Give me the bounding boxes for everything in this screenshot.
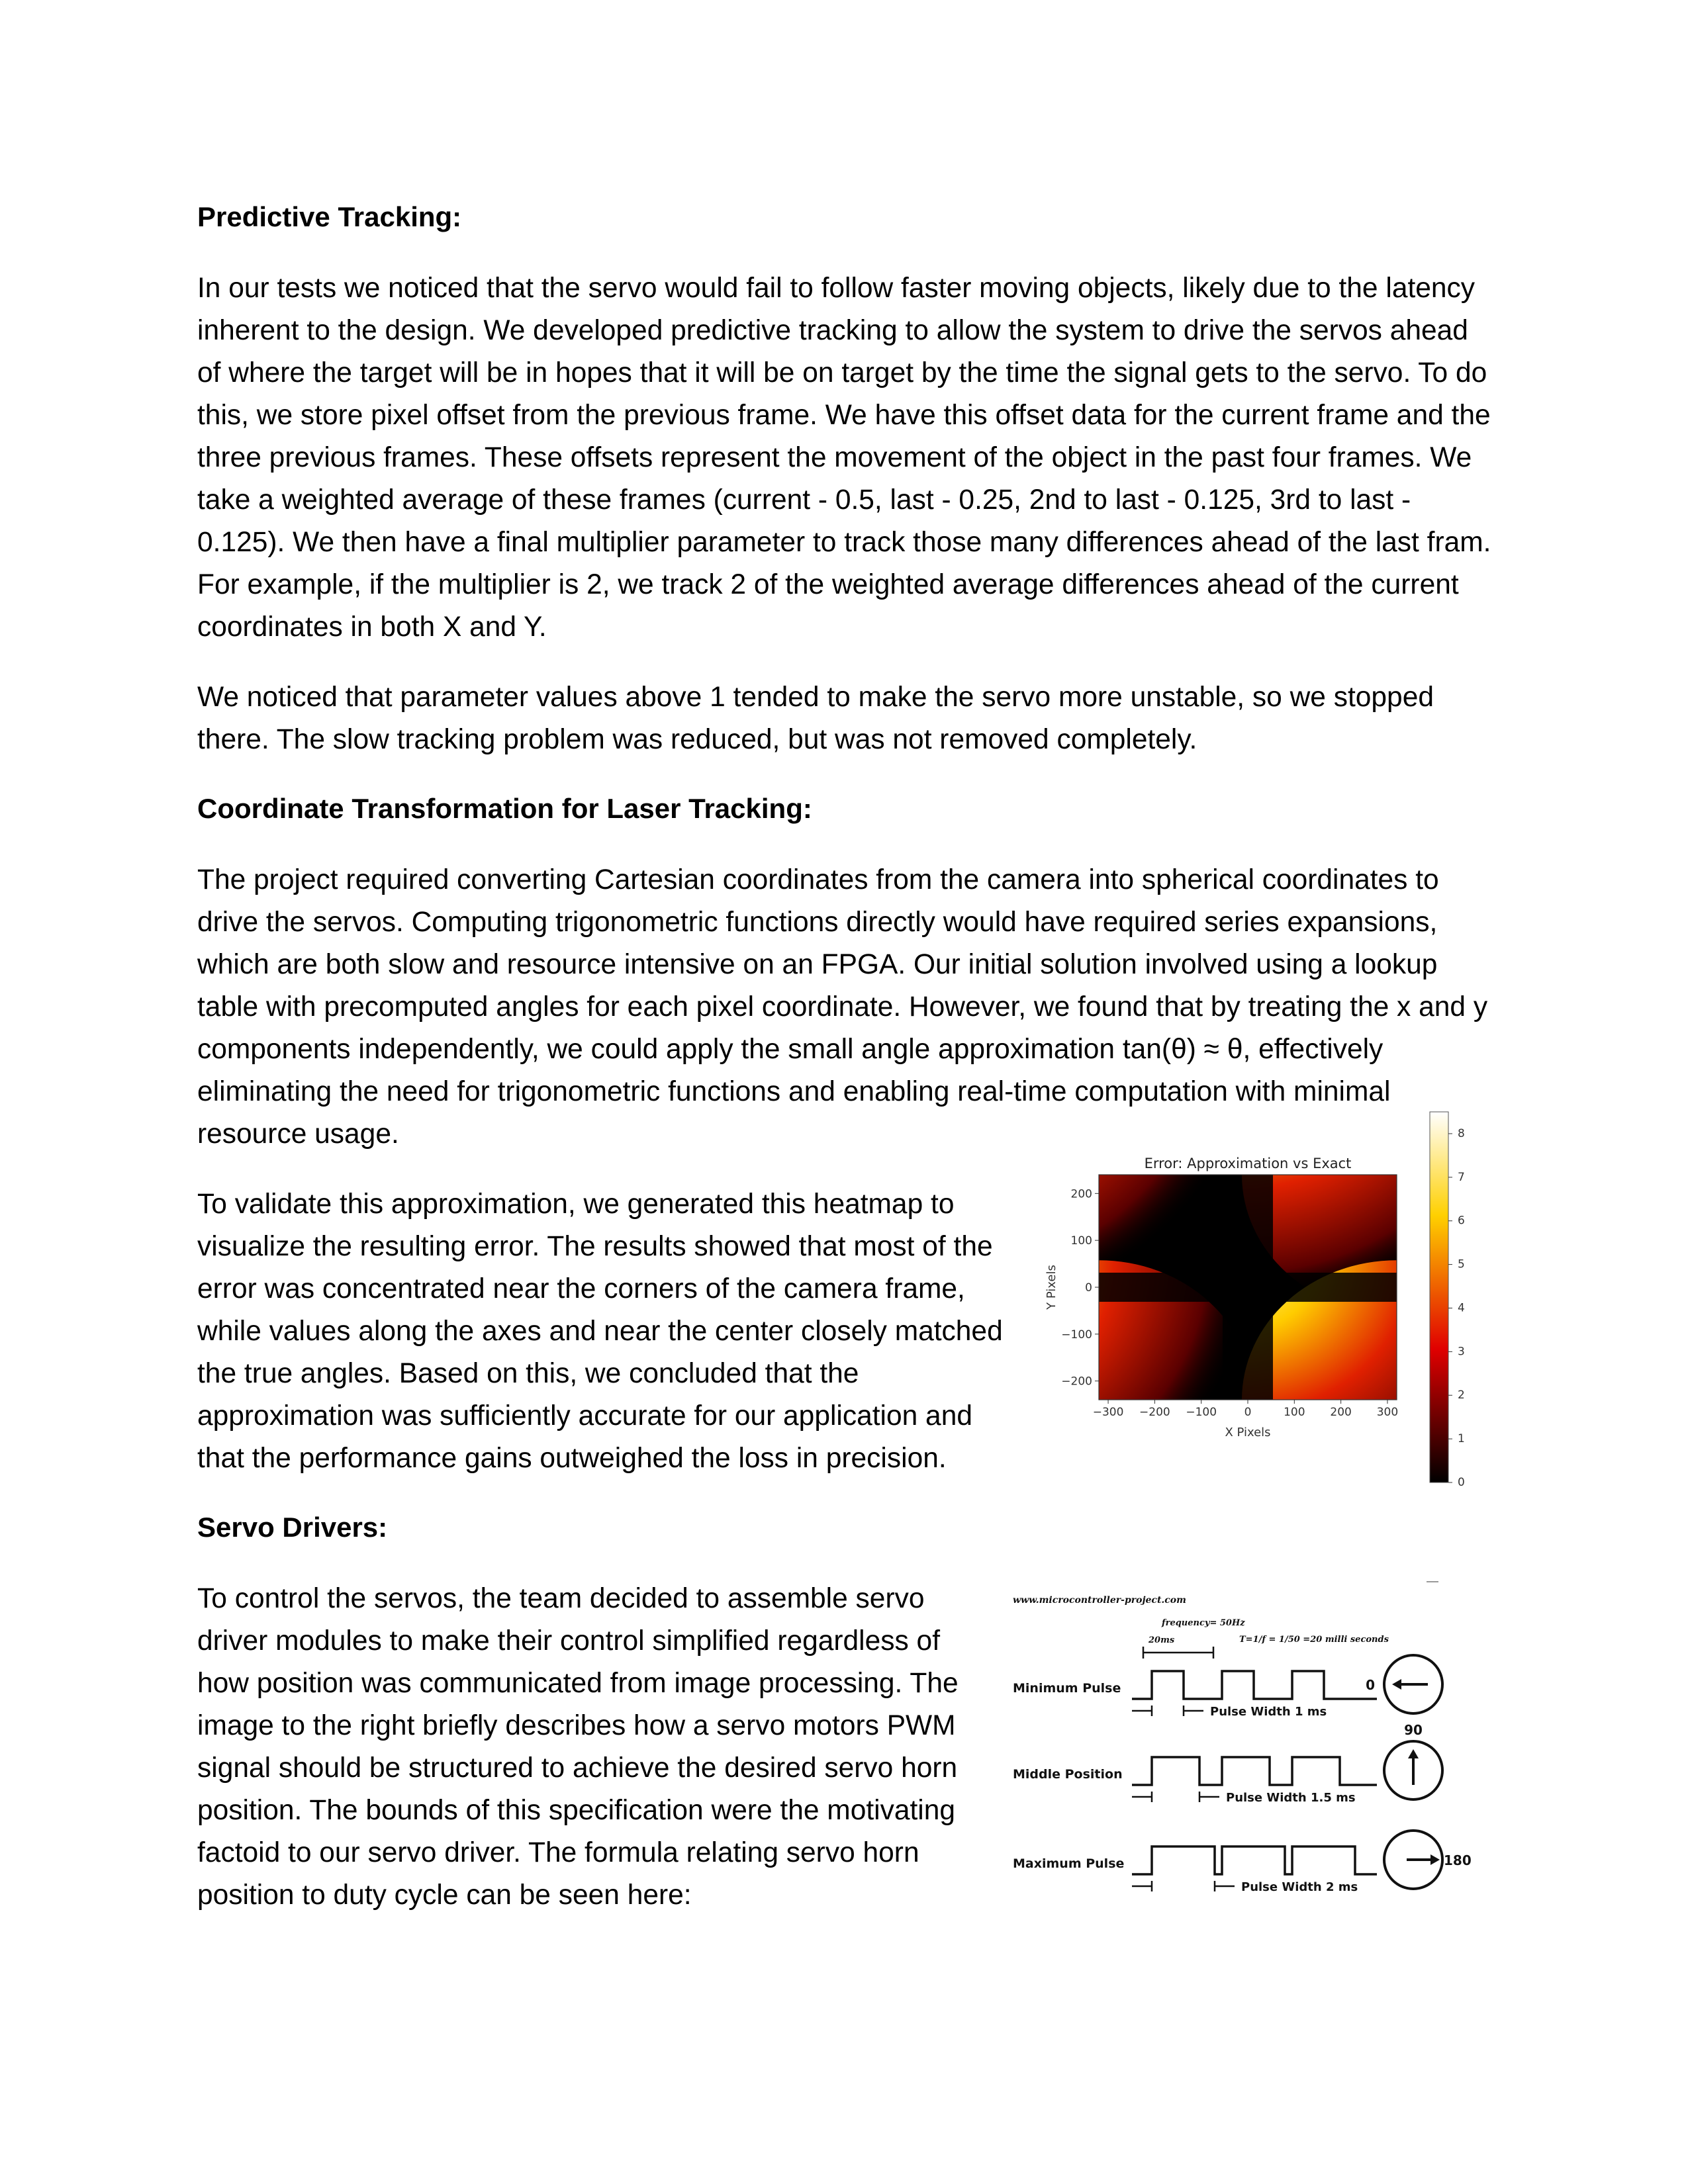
pwm-row <box>1013 1831 1472 1894</box>
x-tick-label: 200 <box>1330 1406 1352 1419</box>
servo-angle-label: 90 <box>1404 1722 1423 1738</box>
colorbar-tick-label: 8 <box>1458 1126 1465 1140</box>
x-tick-label: 300 <box>1376 1406 1399 1419</box>
paragraph-predictive-1: In our tests we noticed that the servo would fail to follow faster moving objects, likely due to the latency inherent to the design. We developed predictive tracking to allow the system to drive the servos ahead of where the target will be in hopes that it will be on target by the time the signal gets to the servo. To do this, we store pixel offset from the previous frame. We have this offset data for the current frame and the three previous frames. These offsets represent the movement of the object in the past four frames. We take a weighted average of these frames (current - 0.5, last - 0.25, 2nd to last - 0.125, 3rd to last - 0.125). We then have a final multiplier parameter to track those many differences ahead of the last fram. For example, if the multiplier is 2, we track 2 of the weighted average differences ahead of the current coordinates in both X and Y. <box>197 273 1491 643</box>
pwm-waveform <box>1132 1757 1377 1785</box>
colorbar-tick-label: 7 <box>1458 1170 1465 1184</box>
y-tick-label: −200 <box>1061 1375 1092 1388</box>
period-formula: T=1/f = 1/50 =20 milli seconds <box>1239 1635 1389 1645</box>
paragraph-coordinate-1: The project required converting Cartesian coordinates from the camera into spherical coordinates to drive the servos. Computing trigonometric functions directly would have required series expansions, which are both slow and resource intensive on an FPGA. Our initial solution involved using a lookup table with precomputed angles for each pixel coordinate. However, we found that by treating the x and y components independently, we could apply the small angle approximation tan(θ) ≈ θ, effectively eliminating the need for trigonometric functions and enabling real-time computation with minimal resource usage. <box>197 864 1488 1150</box>
x-axis-label: X Pixels <box>1225 1426 1271 1439</box>
colorbar <box>1430 1112 1448 1482</box>
x-tick-label: 0 <box>1244 1406 1252 1419</box>
servo-angle-label: 180 <box>1444 1852 1472 1868</box>
pulse-width-label: Pulse Width 1 ms <box>1210 1705 1327 1719</box>
pwm-row-label: Minimum Pulse <box>1013 1681 1121 1696</box>
x-tick-label: 100 <box>1284 1406 1305 1419</box>
colorbar-tick-label: 5 <box>1458 1257 1465 1271</box>
colorbar-tick-label: 3 <box>1458 1345 1465 1359</box>
x-tick-label: −300 <box>1092 1406 1124 1419</box>
period-label: 20ms <box>1149 1635 1175 1645</box>
colorbar-tick-label: 2 <box>1458 1388 1465 1402</box>
y-axis-label: Y Pixels <box>1045 1265 1058 1310</box>
x-tick-label: −100 <box>1186 1406 1217 1419</box>
y-tick-label: 0 <box>1085 1281 1092 1295</box>
y-tick-label: −100 <box>1061 1328 1092 1342</box>
pwm-row <box>1013 1655 1442 1719</box>
pwm-row-label: Middle Position <box>1013 1767 1123 1782</box>
heatmap-zero-band-y <box>1099 1273 1397 1302</box>
error-heatmap-figure <box>1026 1105 1476 1502</box>
frequency-label: frequency= 50Hz <box>1162 1618 1245 1628</box>
servo-pwm-diagram <box>1003 1575 1479 1919</box>
y-tick-label: 200 <box>1070 1187 1092 1201</box>
pwm-waveform <box>1132 1671 1377 1699</box>
source-url: www.microcontroller-project.com <box>1013 1595 1186 1606</box>
heading-servo-drivers: Servo Drivers: <box>197 1512 388 1543</box>
pwm-waveform <box>1132 1846 1377 1874</box>
colorbar-tick-label: 1 <box>1458 1432 1465 1446</box>
colorbar-tick-label: 4 <box>1458 1301 1465 1315</box>
paragraph-predictive-2: We noticed that parameter values above 1 tended to make the servo more unstable, so we stopped there. The slow tracking problem was reduced, but was not removed completely. <box>197 682 1434 755</box>
colorbar-tick-label: 0 <box>1458 1476 1465 1489</box>
pulse-width-label: Pulse Width 2 ms <box>1241 1880 1358 1894</box>
heading-coordinate-transformation: Coordinate Transformation for Laser Tracking: <box>197 793 812 824</box>
servo-angle-label: 0 <box>1366 1677 1375 1693</box>
pulse-width-label: Pulse Width 1.5 ms <box>1226 1791 1356 1805</box>
heading-predictive-tracking: Predictive Tracking: <box>197 201 462 232</box>
paragraph-servo-1: To control the servos, the team decided to assemble servo driver modules to make their control simplified regardless of how position was communicated from image processing. The image to the right briefly describes how a servo motors PWM signal should be structured to achieve the desired servo horn position. The bounds of this specification were the motivating factoid to our servo driver. The formula relating servo horn position to duty cycle can be seen here: <box>197 1583 959 1911</box>
chart-title: Error: Approximation vs Exact <box>1144 1156 1352 1171</box>
colorbar-tick-label: 6 <box>1458 1214 1465 1228</box>
paragraph-coordinate-2: To validate this approximation, we generated this heatmap to visualize the resulting error. The results showed that most of the error was concentrated near the corners of the camera frame, while values along the axes and near the center closely matched the true angles. Based on this, we concluded that the approximation was sufficiently accurate for our application and that the performance gains outweighed the loss in precision. <box>197 1189 1003 1474</box>
y-tick-label: 100 <box>1070 1234 1092 1248</box>
pwm-row <box>1013 1722 1442 1805</box>
pwm-row-label: Maximum Pulse <box>1013 1856 1125 1871</box>
x-tick-label: −200 <box>1139 1406 1170 1419</box>
